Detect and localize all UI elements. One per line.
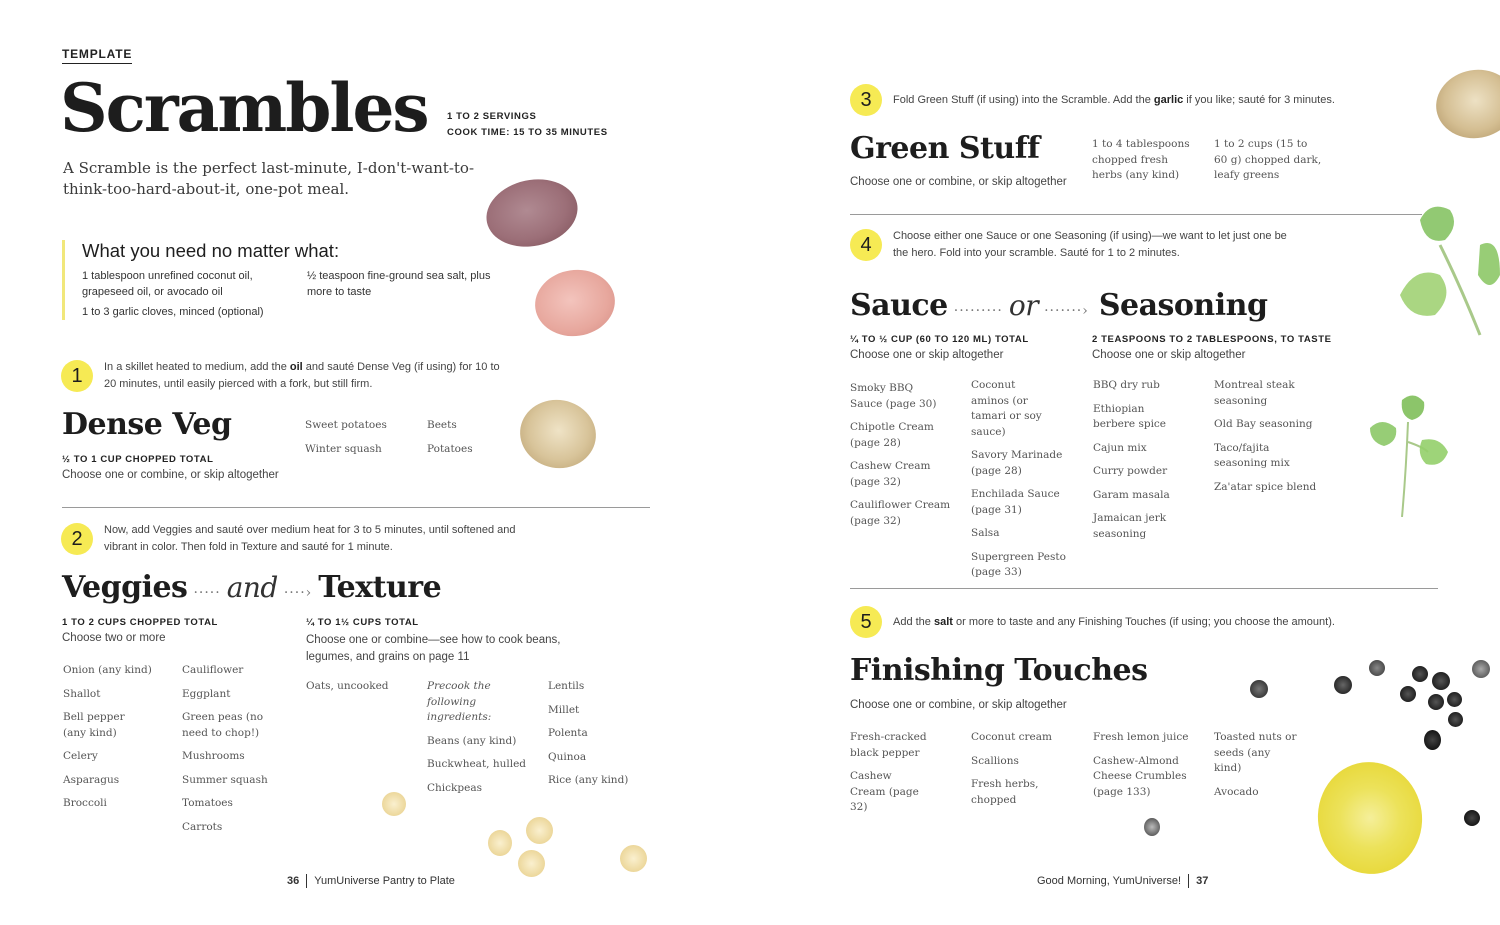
finishing-list-col4 xyxy=(1214,730,1309,800)
section-title-sauce-seasoning xyxy=(850,288,1267,329)
footer-separator xyxy=(1188,874,1189,888)
finishing-list-col3 xyxy=(1093,730,1193,800)
peppercorn-illustration xyxy=(1334,676,1352,694)
step-4 xyxy=(850,229,1300,262)
texture-title: Texture xyxy=(318,570,442,605)
sauce-list-col2 xyxy=(971,378,1071,581)
list-item: Curry powder xyxy=(1093,465,1168,477)
step-5 xyxy=(850,606,1410,638)
essentials-title: What you need no matter what: xyxy=(82,240,340,261)
lemon-slice-illustration xyxy=(1311,755,1430,880)
right-footer xyxy=(1037,874,1208,888)
list-item: Old Bay seasoning xyxy=(1214,418,1313,430)
dotted-connector: ····· xyxy=(193,585,221,601)
list-item: Ethiopian berbere spice xyxy=(1093,402,1167,430)
sauce-list-col1 xyxy=(850,381,960,529)
or-connector: or xyxy=(1008,289,1039,322)
list-item: Celery xyxy=(63,750,98,762)
essential-item: ½ teaspoon fine-ground sea salt, plus more to taste xyxy=(307,270,491,298)
texture-list-col1 xyxy=(306,679,389,695)
list-item: Supergreen Pesto (page 33) xyxy=(971,550,1066,578)
dense-veg-list xyxy=(427,418,473,457)
beet-slice-illustration xyxy=(531,265,619,341)
dense-veg-choose: Choose one or combine, or skip altogether xyxy=(62,469,279,481)
sauce-choose: Choose one or skip altogether xyxy=(850,349,1004,361)
list-item: Chickpeas xyxy=(427,781,482,794)
list-item: Shallot xyxy=(63,687,101,700)
green-stuff-choose: Choose one or combine, or skip altogether xyxy=(850,176,1067,188)
peppercorn-illustration xyxy=(1369,660,1385,676)
section-divider xyxy=(850,588,1438,589)
page-title: Scrambles xyxy=(60,69,428,147)
peppercorn-illustration xyxy=(1472,660,1490,678)
essential-item: 1 tablespoon unrefined coconut oil, grapeseed oil, or avocado oil xyxy=(82,270,253,298)
dotted-arrow-connector: ····› xyxy=(283,585,313,601)
veggies-title: Veggies xyxy=(62,570,188,605)
peppercorn-illustration xyxy=(1428,694,1444,710)
peppercorn-illustration xyxy=(1424,730,1441,750)
dense-veg-list xyxy=(305,418,387,457)
servings: 1 TO 2 SERVINGS xyxy=(447,111,537,122)
list-item: Potatoes xyxy=(427,442,473,455)
list-item: Cajun mix xyxy=(1093,441,1147,454)
section-divider xyxy=(850,214,1422,215)
list-item: Oats, uncooked xyxy=(306,680,389,692)
step-number-badge: 3 xyxy=(850,84,882,116)
template-label: TEMPLATE xyxy=(62,47,132,64)
herb-sprig-illustration xyxy=(1368,392,1460,517)
veggies-list-col2 xyxy=(182,663,292,835)
section-title-green-stuff: Green Stuff xyxy=(850,131,1040,166)
list-item: Buckwheat, hulled xyxy=(427,758,527,770)
cook-time: COOK TIME: 15 TO 35 MINUTES xyxy=(447,127,608,138)
list-item: 1 to 2 cups (15 to 60 g) chopped dark, leafy greens xyxy=(1214,138,1322,181)
list-item: Mushrooms xyxy=(182,750,245,762)
chickpea-illustration xyxy=(382,792,406,816)
seasoning-title: Seasoning xyxy=(1098,288,1268,323)
sauce-title: Sauce xyxy=(850,288,948,323)
and-connector: and xyxy=(226,571,278,604)
list-item: Cashew Cream (page 32) xyxy=(850,460,931,488)
list-item: Smoky BBQ Sauce (page 30) xyxy=(850,382,937,410)
peppercorn-illustration xyxy=(1400,686,1416,702)
peppercorn-illustration xyxy=(1250,680,1268,698)
list-item: BBQ dry rub xyxy=(1093,379,1160,391)
section-title-finishing-touches: Finishing Touches xyxy=(850,653,1148,688)
list-item: Coconut cream xyxy=(971,731,1052,743)
book-title: YumUniverse Pantry to Plate xyxy=(314,874,455,887)
footer-separator xyxy=(306,874,307,888)
list-item: Broccoli xyxy=(63,797,107,809)
list-item: Garam masala xyxy=(1093,488,1170,501)
page-number: 37 xyxy=(1196,874,1209,887)
step-1 xyxy=(61,360,501,393)
book-title: Good Morning, YumUniverse! xyxy=(1037,874,1182,887)
list-item: Salsa xyxy=(971,527,1000,539)
list-item: Toasted nuts or seeds (any kind) xyxy=(1214,731,1297,774)
essential-item: 1 to 3 garlic cloves, minced (optional) xyxy=(82,306,264,318)
seasoning-choose: Choose one or skip altogether xyxy=(1092,349,1246,361)
section-title-veggies-texture xyxy=(62,570,441,611)
chickpea-illustration xyxy=(620,845,647,872)
list-item: Scallions xyxy=(971,754,1019,767)
step-instruction: Fold Green Stuff (if using) into the Scramble. Add the garlic if you like; sauté for 3 minutes. xyxy=(893,94,1335,106)
intro-text: A Scramble is the perfect last-minute, I-don't-want-to-think-too-hard-about-it, one-pot meal. xyxy=(63,159,475,198)
seasoning-list-col2 xyxy=(1214,378,1324,495)
finishing-choose: Choose one or combine, or skip altogether xyxy=(850,699,1067,711)
texture-choose: Choose one or combine—see how to cook beans, legumes, and grains on page 11 xyxy=(306,634,561,663)
list-item: Beets xyxy=(427,419,457,431)
list-item: Enchilada Sauce (page 31) xyxy=(971,488,1060,516)
step-number-badge: 5 xyxy=(850,606,882,638)
list-item: Bell pepper (any kind) xyxy=(63,711,125,739)
list-item: Millet xyxy=(548,703,580,716)
step-instruction: In a skillet heated to medium, add the oil and sauté Dense Veg (if using) for 10 to 20 minutes, until easily pierced with a fork, but still firm. xyxy=(104,361,500,390)
list-item: Za'atar spice blend xyxy=(1214,480,1317,493)
list-item: Chipotle Cream (page 28) xyxy=(850,421,934,449)
list-item: Rice (any kind) xyxy=(548,774,629,786)
peppercorn-illustration xyxy=(1448,712,1463,727)
list-item: Summer squash xyxy=(182,773,268,786)
potato-illustration xyxy=(515,394,602,474)
peppercorn-illustration xyxy=(1412,666,1428,682)
list-item: Quinoa xyxy=(548,750,587,763)
chickpea-illustration xyxy=(518,850,545,877)
step-instruction: Add the salt or more to taste and any Finishing Touches (if using; you choose the amount). xyxy=(893,616,1335,628)
step-number-badge: 1 xyxy=(61,360,93,392)
veggies-choose: Choose two or more xyxy=(62,632,166,644)
list-item: Avocado xyxy=(1214,785,1259,798)
list-item: Sweet potatoes xyxy=(305,419,387,431)
chickpea-illustration xyxy=(526,817,553,844)
list-item: Winter squash xyxy=(305,442,382,455)
list-item: Onion (any kind) xyxy=(63,664,152,676)
texture-list-col2 xyxy=(427,679,542,796)
list-item: Cashew Cream (page 32) xyxy=(850,770,919,813)
list-item: Green peas (no need to chop!) xyxy=(182,711,264,739)
recipe-meta xyxy=(447,109,608,141)
list-item: Lentils xyxy=(548,680,585,692)
step-2 xyxy=(61,523,521,556)
list-item: Carrots xyxy=(182,820,223,833)
sauce-measure: ¼ TO ½ CUP (60 TO 120 ML) TOTAL xyxy=(850,334,1029,345)
list-item: Fresh-cracked black pepper xyxy=(850,731,927,759)
section-title-dense-veg: Dense Veg xyxy=(62,407,232,442)
peppercorn-illustration xyxy=(1432,672,1450,690)
dotted-arrow-connector: ·······› xyxy=(1044,303,1089,319)
step-number-badge: 2 xyxy=(61,523,93,555)
list-item: Eggplant xyxy=(182,687,231,700)
herb-illustration xyxy=(1400,195,1500,345)
step-number-badge: 4 xyxy=(850,229,882,261)
list-item: Coconut aminos (or tamari or soy sauce) xyxy=(971,379,1042,438)
left-footer xyxy=(287,874,455,888)
list-item: Tomatoes xyxy=(182,797,233,809)
list-item: Asparagus xyxy=(63,773,120,786)
peppercorn-illustration xyxy=(1464,810,1480,826)
step-instruction: Choose either one Sauce or one Seasoning (if using)—we want to let just one be the hero. Fold into your scramble. Sauté for 1 to 2 minutes. xyxy=(893,230,1287,259)
veggies-measure: 1 TO 2 CUPS CHOPPED TOTAL xyxy=(62,617,218,628)
seasoning-list-col1 xyxy=(1093,378,1188,542)
list-item: Beans (any kind) xyxy=(427,734,517,747)
step-instruction: Now, add Veggies and sauté over medium heat for 3 to 5 minutes, until softened and vibrant in color. Then fold in Texture and sauté for 1 minute. xyxy=(104,524,516,553)
essentials-box xyxy=(62,240,502,320)
list-item: Polenta xyxy=(548,727,588,739)
veggies-list-col1 xyxy=(63,663,173,812)
chickpea-illustration xyxy=(488,830,512,856)
list-item: Cashew-Almond Cheese Crumbles (page 133) xyxy=(1093,754,1187,798)
dotted-connector: ········· xyxy=(953,303,1003,319)
section-divider xyxy=(62,507,650,508)
peppercorn-illustration xyxy=(1447,692,1462,707)
potato-illustration xyxy=(1431,64,1500,145)
list-item: Fresh lemon juice xyxy=(1093,731,1189,743)
list-item: Fresh herbs, chopped xyxy=(971,778,1039,806)
finishing-list-col1 xyxy=(850,730,945,816)
texture-measure: ¼ TO 1½ CUPS TOTAL xyxy=(306,617,419,628)
peppercorn-illustration xyxy=(1144,818,1160,836)
list-item: 1 to 4 tablespoons chopped fresh herbs (any kind) xyxy=(1092,138,1190,181)
finishing-list-col2 xyxy=(971,730,1066,808)
list-item: Cauliflower Cream (page 32) xyxy=(850,499,951,527)
list-item: Jamaican jerk seasoning xyxy=(1093,512,1167,540)
list-item: Cauliflower xyxy=(182,664,244,676)
dense-veg-measure: ½ TO 1 CUP CHOPPED TOTAL xyxy=(62,454,214,465)
seasoning-measure: 2 TEASPOONS TO 2 TABLESPOONS, TO TASTE xyxy=(1092,334,1332,345)
precook-note: Precook the following ingredients: xyxy=(427,680,492,723)
list-item: Savory Marinade (page 28) xyxy=(971,449,1063,477)
list-item: Taco/fajita seasoning mix xyxy=(1214,441,1290,469)
list-item: Montreal steak seasoning xyxy=(1214,379,1295,407)
page-number: 36 xyxy=(287,874,300,887)
step-3 xyxy=(850,84,1370,116)
texture-list-col3 xyxy=(548,679,628,789)
